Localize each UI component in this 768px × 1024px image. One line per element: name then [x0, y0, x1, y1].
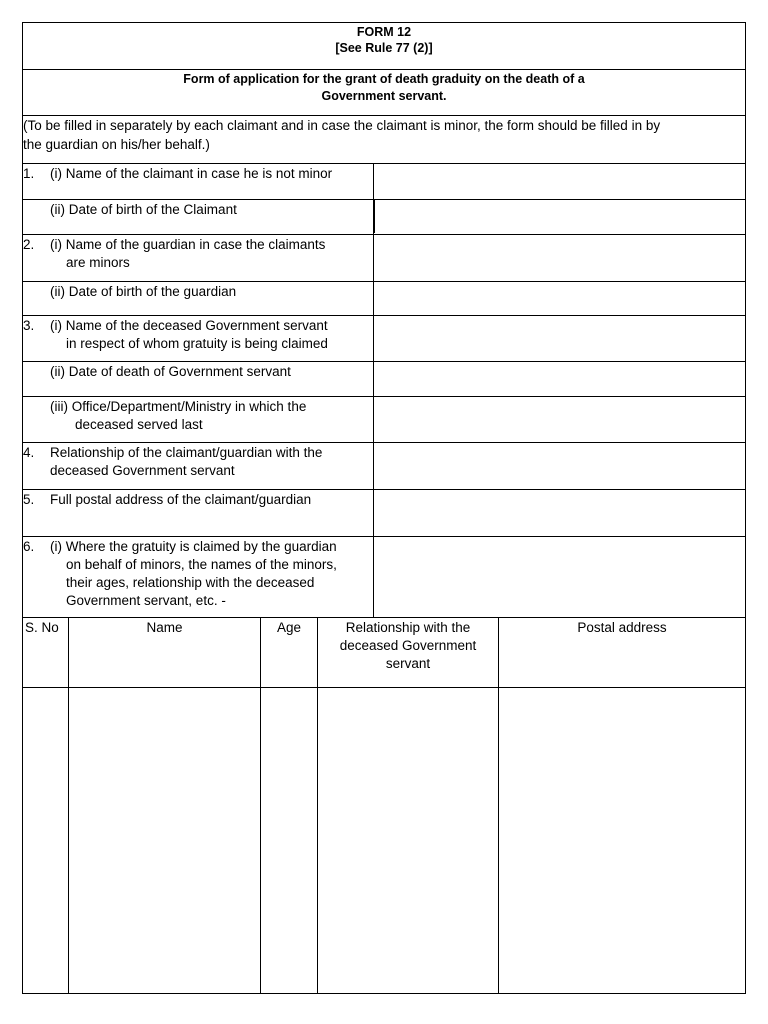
instruction-line2: the guardian on his/her behalf.)	[23, 137, 210, 152]
field-label-guardian-dob: (ii) Date of birth of the guardian	[50, 284, 237, 299]
table-header-address: Postal address	[577, 620, 667, 635]
field-label-office-cont: deceased served last	[75, 417, 203, 432]
table-cell-name[interactable]	[69, 688, 260, 993]
table-header-relationship-cont: servant	[385, 656, 431, 671]
instruction-line1: (To be filled in separately by each claimant and in case the claimant is minor, the form should be filled in by	[23, 118, 661, 133]
field-label-guardian-name: (i) Name of the guardian in case the claimants	[50, 237, 326, 252]
field-label-minors: (i) Where the gratuity is claimed by the guardian	[50, 539, 337, 554]
field-label-deceased-name-cont: in respect of whom gratuity is being claimed	[66, 336, 328, 351]
claimant-name-field[interactable]	[375, 164, 745, 198]
field-label-claimant-dob: (ii) Date of birth of the Claimant	[50, 202, 237, 217]
death-gratuity-form	[22, 22, 746, 994]
field-label-deceased-name: (i) Name of the deceased Government servant	[50, 318, 328, 333]
item-number: 5.	[23, 492, 35, 507]
field-label-office: (iii) Office/Department/Ministry in which the	[50, 399, 307, 414]
table-cell-relationship[interactable]	[318, 688, 498, 993]
date-of-death-field[interactable]	[375, 362, 745, 395]
divider	[23, 69, 745, 70]
item-number: 2.	[23, 237, 35, 252]
form-rule: [See Rule 77 (2)]	[335, 41, 433, 55]
claimant-dob-field[interactable]	[376, 200, 745, 233]
guardian-dob-field[interactable]	[375, 282, 745, 314]
table-cell-age[interactable]	[261, 688, 317, 993]
field-label-minors-cont: on behalf of minors, the names of the minors,	[66, 557, 337, 572]
column-divider-thick	[374, 199, 375, 233]
form-number: FORM 12	[356, 25, 412, 39]
field-label-minors-cont: Government servant, etc. -	[66, 593, 226, 608]
table-header-sno: S. No	[25, 620, 59, 635]
relationship-field[interactable]	[375, 443, 745, 488]
field-label-postal-address: Full postal address of the claimant/guardian	[50, 492, 312, 507]
office-field[interactable]	[375, 397, 745, 441]
form-title-line1: Form of application for the grant of death graduity on the death of a	[183, 72, 585, 86]
deceased-name-field[interactable]	[375, 316, 745, 360]
form-title-line2: Government servant.	[321, 89, 447, 103]
item-number: 4.	[23, 445, 35, 460]
table-header-name: Name	[146, 620, 183, 635]
table-cell-sno[interactable]	[23, 688, 68, 993]
guardian-name-field[interactable]	[375, 235, 745, 280]
item-number: 6.	[23, 539, 35, 554]
item-number: 3.	[23, 318, 35, 333]
field-label-relationship: Relationship of the claimant/guardian with the	[50, 445, 323, 460]
minors-details-field[interactable]	[375, 537, 745, 616]
field-label-date-of-death: (ii) Date of death of Government servant	[50, 364, 291, 379]
item-number: 1.	[23, 166, 35, 181]
field-label-claimant-name: (i) Name of the claimant in case he is not minor	[50, 166, 333, 181]
divider	[23, 115, 745, 116]
table-header-relationship-cont: deceased Government	[339, 638, 477, 653]
table-header-age: Age	[276, 620, 302, 635]
table-cell-address[interactable]	[499, 688, 745, 993]
field-label-relationship-cont: deceased Government servant	[50, 463, 235, 478]
field-label-guardian-name-cont: are minors	[66, 255, 130, 270]
divider	[23, 617, 745, 618]
postal-address-field[interactable]	[375, 490, 745, 535]
field-label-minors-cont: their ages, relationship with the deceased	[66, 575, 315, 590]
table-header-relationship: Relationship with the	[345, 620, 471, 635]
